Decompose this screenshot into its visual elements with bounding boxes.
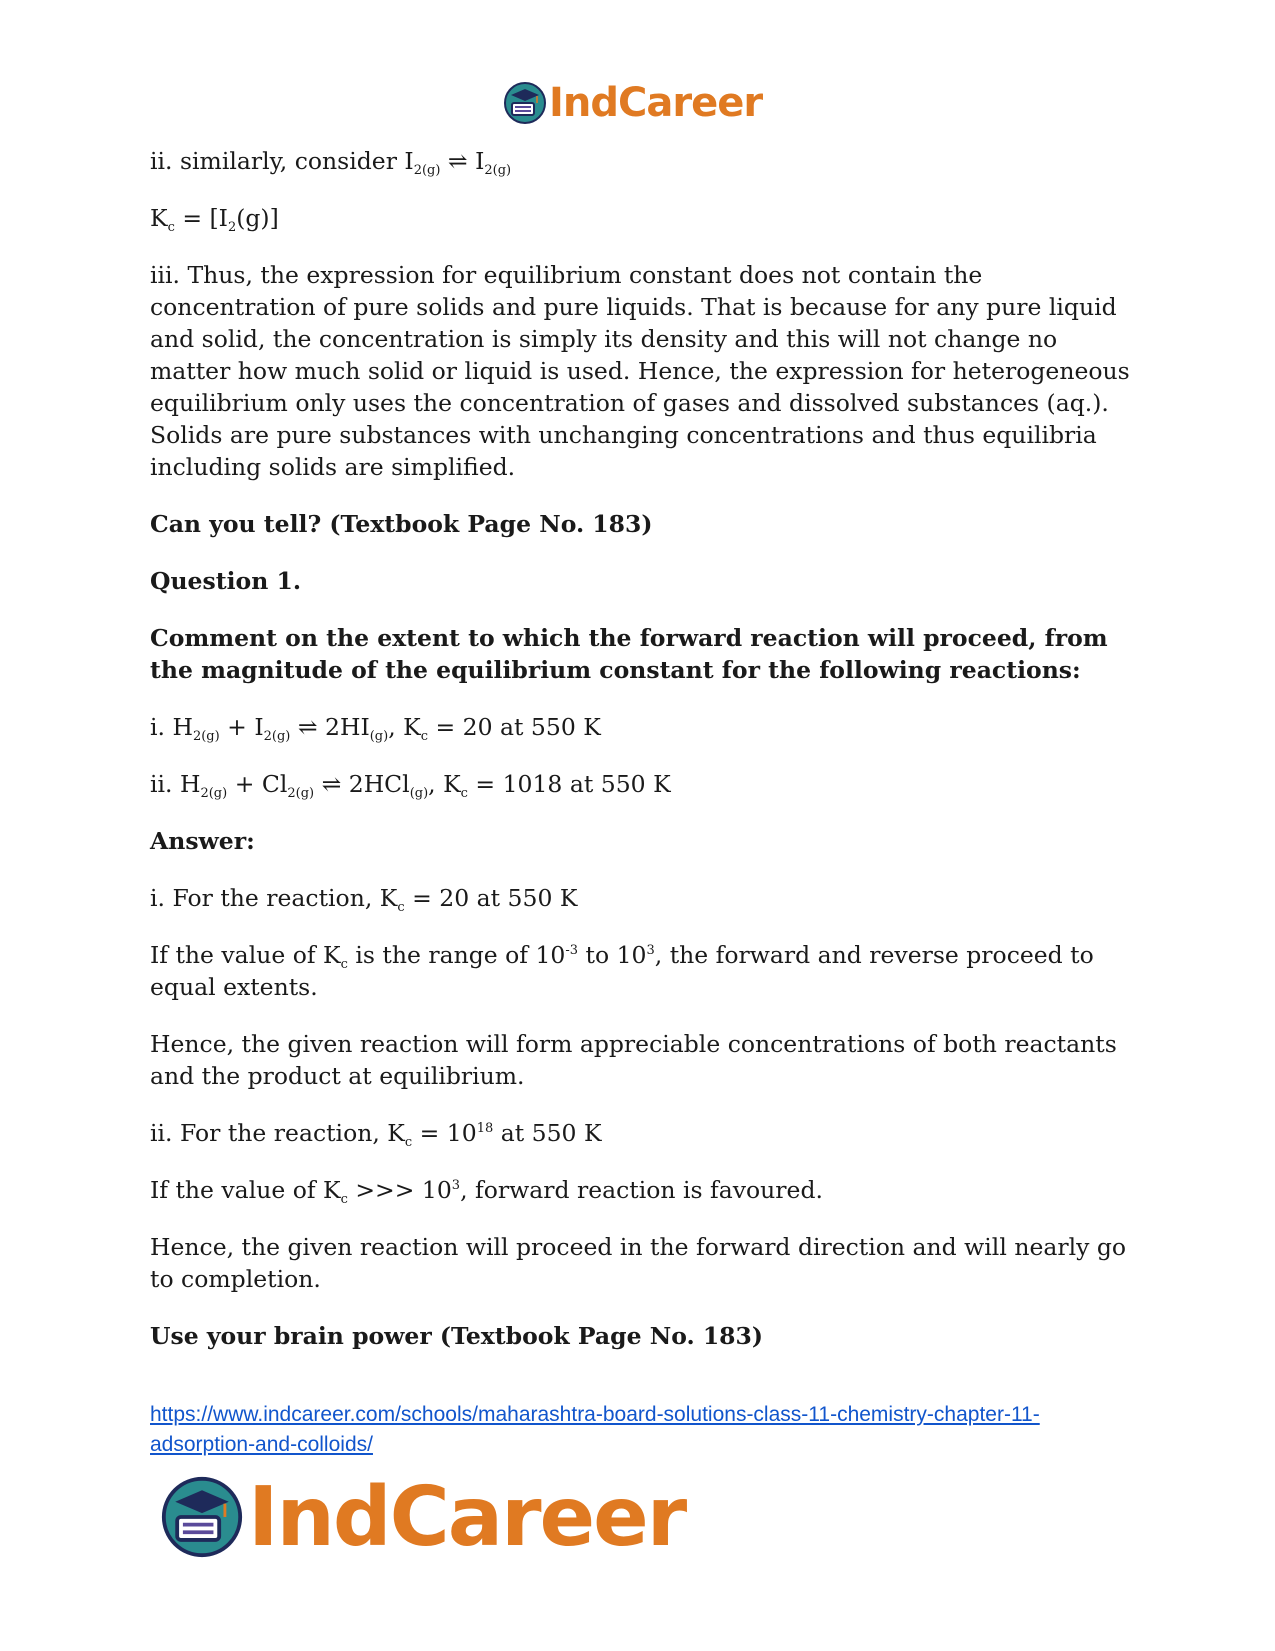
- answer-line-1: i. For the reaction, $K_c = 20$ at 550 K: [150, 884, 578, 915]
- heading-answer: Answer:: [150, 827, 255, 855]
- answer-line-4: ii. For the reaction, $K_c = 10^{18}$ at 550 K: [150, 1119, 602, 1150]
- reaction-2: ii. $H_{2(g)} + Cl_{2(g)}$ ⇌ 2HCl$_{(g)}$, $K_c = 1018$ at 550 K: [150, 770, 671, 801]
- indcareer-logo-footer: [160, 1467, 685, 1567]
- heading-use-your-brain-power: Use your brain power (Textbook Page No. 183): [150, 1322, 763, 1350]
- graduation-cap-book-icon: [160, 1475, 244, 1559]
- graduation-cap-book-icon: [503, 81, 547, 125]
- heading-question-1: Question 1.: [150, 567, 301, 595]
- source-url-link[interactable]: https://www.indcareer.com/schools/maharashtra-board-solutions-class-11-chemistry-chapter-11-adsorption-and-colloids/: [150, 1403, 1040, 1456]
- reaction-1: i. $H_{2(g)} + I_{2(g)}$ ⇌ $2HI_{(g)}$, $K_c = 20$ at 550 K: [150, 713, 601, 744]
- logo-wordmark: IndCareer: [549, 80, 763, 126]
- answer-line-3: Hence, the given reaction will form appreciable concentrations of both reactants and the product at equilibrium.: [150, 1030, 1117, 1090]
- question-text: Comment on the extent to which the forward reaction will proceed, from the magnitude of the equilibrium constant for the following reactions:: [150, 624, 1108, 684]
- indcareer-logo-header: [503, 78, 762, 128]
- heading-can-you-tell: Can you tell? (Textbook Page No. 183): [150, 510, 653, 538]
- logo-wordmark: IndCareer: [248, 1469, 686, 1565]
- document-body: [150, 145, 1130, 1377]
- answer-line-2: If the value of $K_c$ is the range of $10^{-3}$ to $10^3$, the forward and reverse proceed to equal extents.: [150, 941, 1094, 1001]
- answer-line-5: If the value of $K_c$ >>> $10^3$, forward reaction is favoured.: [150, 1176, 823, 1207]
- paragraph-kc-expression: $K_c = [I_2(g)]$: [150, 204, 279, 235]
- paragraph-explanation: iii. Thus, the expression for equilibrium constant does not contain the concentration of pure solids and pure liquids. That is because for any pure liquid and solid, the concentration is simply its density and this will not change no matter how much solid or liquid is used. Hence, the expression for heterogeneous equilibrium only uses the concentration of gases and dissolved substances (aq.). Solids are pure substances with unchanging concentrations and thus equilibria including solids are simplified.: [150, 261, 1130, 481]
- answer-line-6: Hence, the given reaction will proceed in the forward direction and will nearly go to completion.: [150, 1233, 1127, 1293]
- paragraph-iodine-equilibrium: ii. similarly, consider $I_{2(g)}$ ⇌ $I_{2(g)}$: [150, 147, 512, 178]
